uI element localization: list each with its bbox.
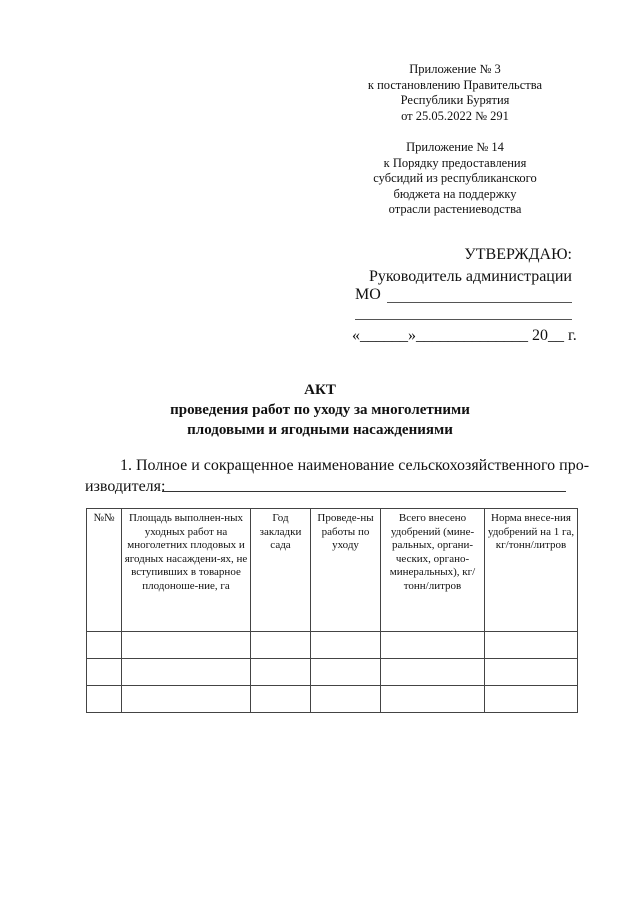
col-header-year: Год закладки сада bbox=[251, 509, 311, 632]
appendix-1-line: от 25.05.2022 № 291 bbox=[401, 108, 509, 123]
appendix-1-line: к постановлению Правительства bbox=[367, 77, 543, 92]
table-cell[interactable] bbox=[122, 632, 251, 659]
mo-field[interactable] bbox=[355, 286, 572, 308]
table-cell[interactable] bbox=[381, 632, 485, 659]
col-header-works-done: Проведе-ны работы по уходу bbox=[311, 509, 381, 632]
appendix-2-line: Приложение № 14 bbox=[406, 140, 504, 154]
col-header-fertilizer-total: Всего внесено удобрений (мине-ральных, органи-ческих, органо-минеральных), кг/тонн/литров bbox=[381, 509, 485, 632]
mo-label: МО bbox=[355, 286, 381, 303]
table-cell[interactable] bbox=[87, 659, 122, 686]
mo-underline bbox=[387, 302, 572, 303]
approval-title: УТВЕРЖДАЮ: bbox=[464, 246, 572, 263]
act-subtitle-line-2: плодовыми и ягодными насаждениями bbox=[187, 422, 453, 438]
table-cell[interactable] bbox=[122, 686, 251, 713]
table-row bbox=[87, 659, 578, 686]
table-cell[interactable] bbox=[122, 659, 251, 686]
table-row bbox=[87, 632, 578, 659]
table-cell[interactable] bbox=[251, 632, 311, 659]
col-header-fertilizer-rate: Норма внесе-ния удобрений на 1 га, кг/тонн/литров bbox=[485, 509, 578, 632]
producer-name-field[interactable] bbox=[162, 491, 566, 492]
col-header-number: №№ bbox=[87, 509, 122, 632]
table-cell[interactable] bbox=[87, 632, 122, 659]
appendix-2-line: отрасли растениеводства bbox=[388, 202, 522, 216]
table-cell[interactable] bbox=[311, 632, 381, 659]
table-cell[interactable] bbox=[485, 686, 578, 713]
table-cell[interactable] bbox=[87, 686, 122, 713]
table-cell[interactable] bbox=[311, 686, 381, 713]
table-cell[interactable] bbox=[381, 686, 485, 713]
appendix-2-line: субсидий из республиканского bbox=[373, 171, 537, 185]
signature-line[interactable] bbox=[355, 319, 572, 320]
item-1-text-line-2: изводителя: bbox=[85, 478, 166, 495]
table-cell[interactable] bbox=[251, 686, 311, 713]
table-cell[interactable] bbox=[381, 659, 485, 686]
table-cell[interactable] bbox=[251, 659, 311, 686]
approval-date-line[interactable]: «______»______________ 20__ г. bbox=[352, 327, 577, 344]
table-header-row bbox=[87, 509, 578, 632]
table-cell[interactable] bbox=[485, 659, 578, 686]
table-cell[interactable] bbox=[311, 659, 381, 686]
appendix-2-line: бюджета на поддержку bbox=[393, 186, 517, 201]
col-header-area: Площадь выполнен-ных уходных работ на многолетних плодовых и ягодных насаждени-ях, не вступивших в товарное плодоноше-ние, га bbox=[122, 509, 251, 632]
appendix-1-line: Приложение № 3 bbox=[409, 62, 501, 76]
act-title: АКТ bbox=[304, 382, 336, 398]
table-cell[interactable] bbox=[485, 632, 578, 659]
appendix-1-line: Республики Бурятия bbox=[400, 93, 510, 107]
approval-position: Руководитель администрации bbox=[368, 268, 572, 285]
appendix-2-line: к Порядку предоставления bbox=[383, 155, 527, 170]
act-subtitle-line-1: проведения работ по уходу за многолетними bbox=[170, 402, 470, 418]
item-1-text-line-1: 1. Полное и сокращенное наименование сельскохозяйственного про- bbox=[120, 457, 590, 474]
appendix-block-1 bbox=[340, 62, 570, 124]
works-table bbox=[86, 508, 578, 713]
table-row bbox=[87, 686, 578, 713]
appendix-block-2 bbox=[340, 140, 570, 218]
